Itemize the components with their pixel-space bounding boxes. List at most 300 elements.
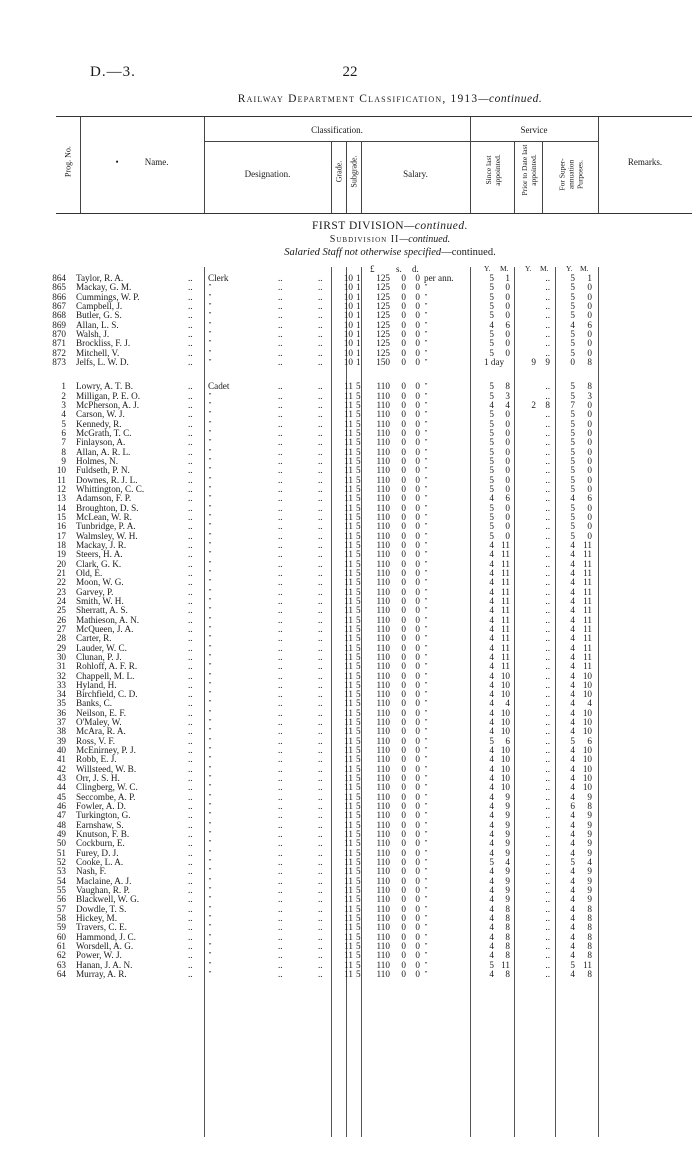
leader-dots: .. <box>318 941 323 951</box>
cell-since-years: 4 <box>489 661 494 672</box>
cell-super-years: 4 <box>570 922 575 933</box>
cell-since-years: 4 <box>489 745 494 756</box>
leader-dots: .. <box>188 642 193 653</box>
cell-prior-years: 2 <box>531 399 536 410</box>
cell-super-years: 4 <box>570 549 575 560</box>
leader-dots: .. <box>318 409 323 420</box>
col-designation: Designation. <box>244 169 291 179</box>
cell-prior-months: .. <box>545 894 550 905</box>
cell-since-years: 4 <box>489 763 494 774</box>
cell-salary-shillings: 0 <box>401 338 406 349</box>
cell-super-months: 11 <box>583 614 592 625</box>
cell-grade: 11 <box>344 707 353 718</box>
leader-dots: .. <box>188 539 193 550</box>
cell-salary-period: " <box>424 885 428 894</box>
cell-designation: " <box>208 427 212 437</box>
cell-name: Allan, A. R. L. <box>76 446 131 457</box>
cell-prior-months: .. <box>545 885 550 895</box>
cell-salary-pounds: 110 <box>376 717 390 728</box>
cell-salary-period: " <box>424 773 428 783</box>
leader-dots: .. <box>188 291 193 302</box>
cell-subgrade: 5 <box>356 483 361 494</box>
cell-grade: 11 <box>344 689 353 700</box>
cell-salary-pence: 0 <box>415 623 420 634</box>
col-remarks: Remarks. <box>627 157 663 167</box>
cell-super-years: 4 <box>570 586 575 597</box>
cell-since-years: 4 <box>489 754 494 765</box>
staff-cont: —continued. <box>441 247 496 258</box>
cell-designation: " <box>208 409 212 419</box>
col-prog-no: Prog. No. <box>63 146 73 177</box>
cell-prog-no: 31 <box>56 661 66 672</box>
cell-subgrade: 5 <box>356 829 361 840</box>
table-row <box>0 357 700 367</box>
cell-since-months: 0 <box>505 338 510 349</box>
cell-salary-shillings: 0 <box>401 549 406 560</box>
cell-salary-shillings: 0 <box>401 530 406 541</box>
cell-salary-pence: 0 <box>415 301 420 311</box>
cell-salary-pounds: 110 <box>376 521 390 532</box>
cell-prior-months: .. <box>545 502 550 513</box>
cell-salary-period: " <box>424 455 428 465</box>
cell-prog-no: 1 <box>61 381 66 392</box>
cell-grade: 11 <box>344 866 353 877</box>
leader-dots: .. <box>188 502 193 513</box>
cell-salary-shillings: 0 <box>401 698 406 709</box>
cell-prog-no: 55 <box>56 885 66 895</box>
cell-name: Cummings, W. P. <box>76 291 140 302</box>
cell-super-months: 0 <box>587 310 592 321</box>
cell-super-years: 4 <box>570 847 575 858</box>
cell-since-months: 0 <box>505 291 510 302</box>
cell-name: Mitchell, V. <box>76 347 120 358</box>
cell-salary-shillings: 0 <box>401 922 406 933</box>
cell-salary-period: " <box>424 801 428 811</box>
cell-salary-period: " <box>424 707 428 717</box>
cell-since-months: 0 <box>505 446 510 457</box>
cell-since-months: 8 <box>505 913 510 923</box>
cell-super-months: 11 <box>583 595 592 606</box>
cell-grade: 11 <box>344 838 353 849</box>
cell-salary-pounds: 110 <box>376 483 390 494</box>
cell-salary-shillings: 0 <box>401 847 406 858</box>
cell-super-years: 5 <box>570 282 575 293</box>
leader-dots: .. <box>188 595 193 606</box>
cell-designation: " <box>208 950 212 960</box>
cell-designation: " <box>208 903 212 913</box>
leader-dots: .. <box>278 857 283 868</box>
leader-dots: .. <box>278 493 283 504</box>
cell-since-months: 11 <box>501 623 510 634</box>
leader-dots: .. <box>188 838 193 849</box>
cell-prog-no: 25 <box>56 605 66 616</box>
cell-name: Cooke, L. A. <box>76 857 124 868</box>
cell-subgrade: 5 <box>356 558 361 569</box>
leader-dots: .. <box>278 931 283 942</box>
cell-name: Hyland, H. <box>76 679 117 690</box>
cell-since-months: 8 <box>505 941 510 951</box>
cell-prog-no: 19 <box>56 549 66 560</box>
leader-dots: .. <box>318 651 323 662</box>
cell-grade: 10 <box>343 329 353 339</box>
cell-salary-period: " <box>424 586 428 596</box>
cell-prior-months: .. <box>545 282 550 293</box>
cell-designation: Cadet <box>208 381 230 392</box>
staff-title: Salaried Staff not otherwise specified <box>284 247 442 258</box>
cell-salary-shillings: 0 <box>401 801 406 812</box>
cell-grade: 11 <box>344 605 353 616</box>
cell-salary-shillings: 0 <box>401 291 406 302</box>
cell-since-months: 11 <box>501 558 510 569</box>
page-title <box>0 93 700 105</box>
col-subgrade: Subgrade. <box>349 155 359 188</box>
cell-salary-period: " <box>424 726 428 736</box>
leader-dots: .. <box>318 847 323 858</box>
cell-since-years: 5 <box>489 329 494 339</box>
cell-since-months: 11 <box>501 549 510 560</box>
cell-name: Banks, C. <box>76 698 112 709</box>
leader-dots: .. <box>278 623 283 634</box>
cell-subgrade: 5 <box>356 903 361 914</box>
cell-subgrade: 1 <box>356 347 361 358</box>
cell-salary-shillings: 0 <box>401 390 406 401</box>
leader-dots: .. <box>318 605 323 616</box>
cell-since-months: 0 <box>505 409 510 420</box>
cell-super-years: 5 <box>570 455 575 466</box>
cell-prog-no: 870 <box>52 329 66 339</box>
cell-salary-pence: 0 <box>415 483 420 494</box>
cell-subgrade: 5 <box>356 390 361 401</box>
cell-salary-shillings: 0 <box>401 707 406 718</box>
cell-grade: 10 <box>343 282 353 293</box>
cell-salary-shillings: 0 <box>401 427 406 438</box>
cell-grade: 11 <box>344 558 353 569</box>
unit-prior-y: Y. <box>525 264 532 273</box>
cell-prog-no: 27 <box>56 623 66 634</box>
cell-super-years: 4 <box>570 754 575 765</box>
leader-dots: .. <box>188 623 193 634</box>
cell-designation: " <box>208 857 212 867</box>
cell-subgrade: 5 <box>356 950 361 961</box>
leader-dots: .. <box>278 745 283 756</box>
cell-subgrade: 5 <box>356 726 361 737</box>
cell-since-years: 4 <box>489 894 494 905</box>
cell-subgrade: 5 <box>356 633 361 644</box>
cell-salary-pounds: 110 <box>376 698 390 709</box>
cell-prior-months: .. <box>545 633 550 644</box>
cell-super-years: 4 <box>570 782 575 793</box>
cell-prog-no: 8 <box>61 446 66 457</box>
cell-salary-shillings: 0 <box>401 465 406 476</box>
cell-grade: 11 <box>344 530 353 541</box>
leader-dots: .. <box>188 511 193 522</box>
leader-dots: .. <box>188 745 193 756</box>
cell-since-years: 4 <box>489 838 494 849</box>
cell-prog-no: 17 <box>56 530 66 541</box>
cell-salary-shillings: 0 <box>401 773 406 784</box>
cell-since-years: 4 <box>489 698 494 709</box>
cell-since-months: 11 <box>501 567 510 578</box>
leader-dots: .. <box>188 885 193 895</box>
cell-salary-period: " <box>424 539 428 549</box>
cell-prior-months: .. <box>545 941 550 951</box>
leader-dots: .. <box>318 418 323 429</box>
cell-subgrade: 5 <box>356 679 361 690</box>
cell-prior-months: .. <box>545 595 550 606</box>
cell-salary-period: " <box>424 922 428 932</box>
cell-salary-pence: 0 <box>415 707 420 718</box>
cell-super-months: 0 <box>587 455 592 466</box>
cell-super-years: 5 <box>570 291 575 302</box>
cell-designation: " <box>208 642 212 652</box>
cell-name: Knutson, F. B. <box>76 829 130 840</box>
cell-salary-pounds: 110 <box>376 399 390 410</box>
cell-salary-shillings: 0 <box>401 437 406 448</box>
cell-grade: 11 <box>344 819 353 830</box>
cell-designation: " <box>208 418 212 428</box>
cell-designation: " <box>208 539 212 549</box>
cell-prior-months: .. <box>545 801 550 812</box>
cell-designation: " <box>208 745 212 755</box>
cell-salary-pounds: 110 <box>376 530 390 541</box>
cell-subgrade: 5 <box>356 455 361 466</box>
cell-super-months: 0 <box>587 409 592 420</box>
cell-prog-no: 33 <box>56 679 66 690</box>
cell-since-months: 11 <box>501 614 510 625</box>
cell-salary-pence: 0 <box>415 763 420 774</box>
cell-salary-shillings: 0 <box>401 455 406 466</box>
cell-since-months: 0 <box>505 427 510 438</box>
cell-prior-months: .. <box>545 605 550 616</box>
cell-super-months: 8 <box>587 941 592 951</box>
cell-salary-period: " <box>424 931 428 941</box>
leader-dots: .. <box>278 291 283 302</box>
leader-dots: .. <box>278 698 283 709</box>
cell-salary-pounds: 110 <box>376 838 390 849</box>
leader-dots: .. <box>318 347 323 358</box>
cell-salary-pence: 0 <box>415 577 420 588</box>
cell-designation: " <box>208 521 212 531</box>
cell-grade: 11 <box>344 409 353 420</box>
cell-prior-months: .. <box>545 689 550 700</box>
section-heading <box>0 220 700 258</box>
cell-salary-period: " <box>424 651 428 661</box>
cell-salary-pence: 0 <box>415 717 420 728</box>
cell-super-years: 5 <box>570 381 575 392</box>
cell-prog-no: 873 <box>52 357 66 367</box>
cell-grade: 11 <box>344 791 353 802</box>
cell-prog-no: 62 <box>56 950 66 961</box>
leader-dots: .. <box>278 474 283 485</box>
cell-salary-pounds: 110 <box>376 539 390 550</box>
cell-name: McGrath, T. C. <box>76 427 132 438</box>
leader-dots: .. <box>188 399 193 410</box>
cell-prog-no: 11 <box>57 474 66 485</box>
cell-salary-pence: 0 <box>415 959 420 970</box>
cell-salary-pounds: 110 <box>376 409 390 420</box>
cell-designation: " <box>208 717 212 727</box>
cell-since-years: 4 <box>489 931 494 942</box>
cell-since-years: 5 <box>489 273 494 283</box>
leader-dots: .. <box>188 950 193 961</box>
cell-super-months: 0 <box>587 502 592 513</box>
leader-dots: .. <box>188 614 193 625</box>
cell-super-years: 4 <box>570 913 575 923</box>
cell-grade: 11 <box>344 857 353 868</box>
cell-grade: 10 <box>343 347 353 358</box>
cell-since-years: 4 <box>489 623 494 634</box>
cell-grade: 11 <box>344 539 353 550</box>
cell-since-months: 0 <box>505 502 510 513</box>
cell-prog-no: 872 <box>52 347 66 358</box>
leader-dots: .. <box>278 707 283 718</box>
cell-salary-shillings: 0 <box>401 595 406 606</box>
cell-super-months: 9 <box>587 819 592 830</box>
cell-salary-shillings: 0 <box>401 474 406 485</box>
cell-salary-pounds: 125 <box>376 282 390 293</box>
leader-dots: .. <box>318 595 323 606</box>
cell-super-months: 10 <box>582 782 592 793</box>
cell-grade: 11 <box>344 427 353 438</box>
leader-dots: .. <box>278 347 283 358</box>
cell-super-months: 0 <box>587 437 592 448</box>
cell-salary-shillings: 0 <box>401 866 406 877</box>
cell-subgrade: 5 <box>356 586 361 597</box>
leader-dots: .. <box>278 437 283 448</box>
cell-prog-no: 47 <box>56 810 66 821</box>
cell-since-years: 4 <box>489 885 494 895</box>
cell-since-years: 4 <box>489 866 494 877</box>
cell-salary-pounds: 125 <box>376 329 390 339</box>
cell-since-years: 4 <box>489 651 494 662</box>
cell-since-months: 10 <box>500 707 510 718</box>
cell-super-years: 4 <box>570 875 575 886</box>
cell-salary-period: per ann. <box>424 273 454 283</box>
leader-dots: .. <box>188 418 193 429</box>
cell-salary-pounds: 110 <box>376 959 390 970</box>
cell-salary-pounds: 110 <box>376 502 390 513</box>
cell-salary-period: " <box>424 913 428 922</box>
cell-since-months: 0 <box>505 301 510 311</box>
cell-salary-period: " <box>424 717 428 727</box>
cell-prog-no: 53 <box>56 866 66 877</box>
cell-prior-months: .. <box>545 950 550 961</box>
cell-subgrade: 5 <box>356 670 361 681</box>
col-grade: Grade. <box>334 160 344 183</box>
cell-salary-pounds: 110 <box>376 829 390 840</box>
cell-salary-pounds: 110 <box>376 493 390 504</box>
cell-salary-period: " <box>424 399 428 409</box>
cell-salary-pence: 0 <box>415 530 420 541</box>
cell-prog-no: 43 <box>56 773 66 784</box>
cell-salary-pounds: 110 <box>376 661 390 672</box>
cell-salary-shillings: 0 <box>401 605 406 616</box>
cell-since-months: 11 <box>501 577 510 588</box>
cell-salary-pence: 0 <box>415 418 420 429</box>
cell-since-years: 5 <box>489 291 494 302</box>
cell-name: Fuldseth, P. N. <box>76 465 130 476</box>
cell-designation: " <box>208 586 212 596</box>
leader-dots: .. <box>278 273 283 283</box>
cell-super-months: 10 <box>582 707 592 718</box>
leader-dots: .. <box>188 474 193 485</box>
cell-subgrade: 5 <box>356 754 361 765</box>
cell-super-months: 10 <box>582 679 592 690</box>
cell-salary-period: " <box>424 959 428 969</box>
cell-super-years: 5 <box>570 735 575 746</box>
cell-prior-months: .. <box>545 338 550 349</box>
cell-grade: 11 <box>344 623 353 634</box>
cell-subgrade: 5 <box>356 521 361 532</box>
cell-designation: " <box>208 310 212 320</box>
cell-salary-pence: 0 <box>415 502 420 513</box>
cell-salary-pence: 0 <box>415 810 420 821</box>
cell-salary-shillings: 0 <box>401 763 406 774</box>
cell-salary-shillings: 0 <box>401 502 406 513</box>
cell-designation: " <box>208 698 212 708</box>
cell-prior-months: .. <box>545 782 550 793</box>
cell-prog-no: 15 <box>56 511 66 522</box>
cell-prior-months: .. <box>545 539 550 550</box>
leader-dots: .. <box>318 586 323 597</box>
cell-super-months: 0 <box>587 399 592 410</box>
leader-dots: .. <box>278 465 283 476</box>
cell-salary-period: " <box>424 903 428 913</box>
cell-super-years: 4 <box>570 670 575 681</box>
leader-dots: .. <box>278 483 283 494</box>
cell-name: Brockliss, F. J. <box>76 338 131 349</box>
cell-prog-no: 50 <box>56 838 66 849</box>
cell-salary-shillings: 0 <box>401 726 406 737</box>
cell-designation: " <box>208 338 212 348</box>
cell-since-years: 4 <box>489 558 494 569</box>
leader-dots: .. <box>318 679 323 690</box>
cell-designation: " <box>208 819 212 829</box>
cell-salary-pence: 0 <box>415 679 420 690</box>
cell-salary-shillings: 0 <box>401 941 406 951</box>
leader-dots: .. <box>318 726 323 737</box>
cell-prog-no: 59 <box>56 922 66 933</box>
cell-since-years: 4 <box>489 829 494 840</box>
cell-since-months: 11 <box>501 595 510 606</box>
leader-dots: .. <box>188 446 193 457</box>
cell-salary-period: " <box>424 735 428 745</box>
cell-prog-no: 2 <box>61 390 66 401</box>
cell-prior-months: .. <box>545 381 550 392</box>
col-since-last: Since last appointed. <box>484 154 502 186</box>
cell-grade: 11 <box>344 745 353 756</box>
cell-designation: " <box>208 357 212 366</box>
cell-salary-pounds: 110 <box>376 913 390 923</box>
cell-salary-pence: 0 <box>415 338 420 349</box>
cell-salary-pounds: 110 <box>376 511 390 522</box>
leader-dots: .. <box>188 661 193 672</box>
cell-grade: 11 <box>344 735 353 746</box>
leader-dots: .. <box>318 273 323 283</box>
cell-designation: " <box>208 829 212 839</box>
col-classification: Classification. <box>311 125 363 135</box>
cell-designation: " <box>208 651 212 661</box>
cell-super-months: 6 <box>587 319 592 330</box>
cell-super-months: 8 <box>587 913 592 923</box>
cell-designation: " <box>208 801 212 811</box>
leader-dots: .. <box>278 717 283 728</box>
cell-salary-period: " <box>424 894 428 904</box>
leader-dots: .. <box>318 329 323 339</box>
cell-name: McEnirney, P. J. <box>76 745 136 756</box>
cell-designation: " <box>208 875 212 885</box>
leader-dots: .. <box>318 521 323 532</box>
